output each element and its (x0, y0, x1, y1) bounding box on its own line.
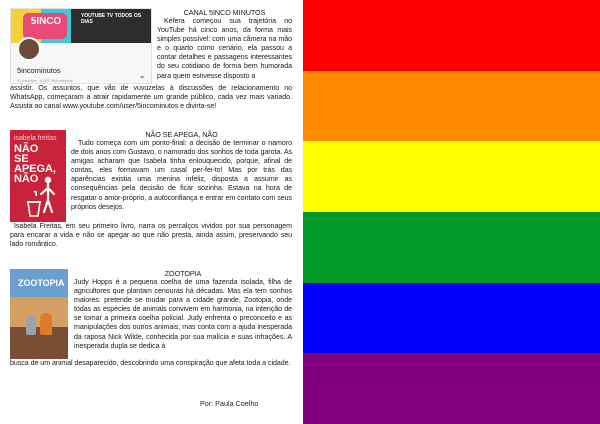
section-title: NÃO SE APEGA, NÃO (145, 130, 218, 139)
section-nao-se-apega (10, 129, 292, 249)
flag-stripe-red (303, 0, 600, 71)
flag-stripe-blue (303, 283, 600, 354)
poster-title: ZOOTOPIA (18, 278, 65, 288)
section-title: CANAL 5INCO MINUTOS (183, 8, 266, 17)
section-canal-5inco-minutos (10, 8, 292, 111)
section-text-full: assistir. Os assuntos, que vão de vuvuzelas à discussões de relacionamento no WhatsApp, começaram a atrair rapidamente um grande público, cada vez mais variado. Assista ao canal www.youtube.com/user/5incominutos e divirta-se! (10, 84, 292, 111)
avatar (17, 37, 41, 61)
byline: Por: Paula Coelho (200, 399, 259, 408)
section-text-right: Tudo começa com um ponto-final: a decisão de terminar o namoro de dois anos com Gustavo, o namorado dos sonhos de toda garota. As amigas acharam que Isabela tinha enlouquecido, porque, afinal de contas, eles formavam um casal per-fei-to! Mas por trás das aparências existia uma menina infeliz, disposta a assumir as consequências pela decisão de ficar sozinha. Estava na hora de resgatar o amor-próprio, a autoconfiança e entrar em contato com seus próprios desejos. (71, 139, 292, 211)
bunny-figure (26, 315, 36, 335)
flag-stripe-green (303, 212, 600, 283)
rainbow-flag (303, 0, 600, 424)
section-zootopia (10, 269, 292, 368)
banner-text: YOUTUBE TV TODOS OS DIAS (81, 13, 141, 25)
section-text-right: Judy Hopps é a pequena coelha de uma fazenda isolada, filha de agricultores que plantam cenouras há décadas. Mas ela tem sonhos maiores: pretende se mudar para a cidade grande, Zootopia, onde todas as espécies de animais convivem em harmonia, na intenção de se tomar a primeira coelha policial. Judy enfrenta o preconceito e as manipulações dos outros animais, mas conta com a ajuda inesperada da raposa Nick Wilde, conhecida por sua malícia e suas infrações. A inesperada dupla se dedica à (74, 278, 292, 350)
fox-figure (40, 313, 52, 335)
book-title: NÃO SE APEGA, NÃO (14, 143, 56, 185)
channel-meta: 91 inscritos · 6.027.369 inscritos (17, 78, 73, 83)
section-text-full: Isabela Freitas, em seu primeiro livro, narra os percalços vividos por sua personagem para encarar a vida e não se apegar ao que não presta, ainda assim, preservando seu lado romântico. (10, 222, 292, 249)
channel-logo: 5INCO (30, 16, 62, 27)
trash-figure-icon (10, 130, 66, 222)
youtube-channel-thumbnail (10, 8, 152, 84)
book-cover (10, 130, 66, 222)
bell-icon: ☂ (139, 76, 145, 82)
section-text-right: Kéfera começou sua trajetória no YouTube há cinco anos, da forma mais simples possível: com uma câmera na mão e o quarto como cenário, ela passou a contar detalhes e passagens interessantes do seu cotidiano de forma bem humorada para quem estivesse disposto a (157, 17, 292, 80)
book-author: isabela freitas (14, 135, 57, 142)
channel-name: 5incominutos (17, 66, 61, 75)
section-title: ZOOTOPIA (164, 269, 202, 278)
section-text-full: busca de um animal desaparecido, descobrindo uma conspiração que afeta toda a cidade. (10, 359, 291, 367)
flag-stripe-yellow (303, 141, 600, 212)
movie-poster (10, 269, 68, 359)
flag-stripe-purple (303, 353, 600, 424)
flag-stripe-orange (303, 71, 600, 142)
